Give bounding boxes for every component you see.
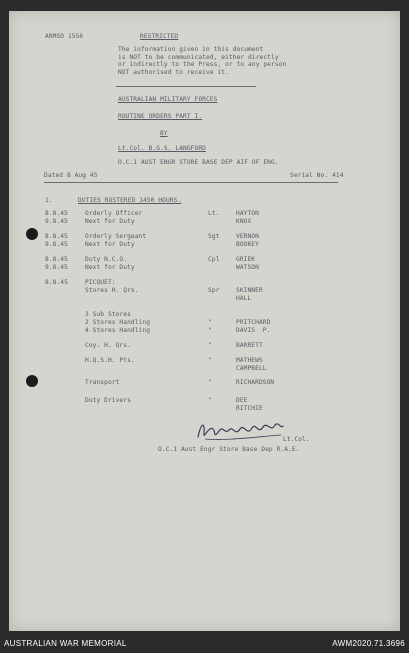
duty-rank: "	[208, 327, 212, 334]
notice-line: The information given in this document	[118, 46, 264, 53]
duty-name: SKINNER	[236, 287, 263, 294]
duty-role: Orderly Sergeant	[85, 233, 147, 240]
duty-name: HAYTON	[236, 210, 259, 217]
duty-name: VERNON	[236, 233, 259, 240]
duty-name: RICHARDSON	[236, 379, 275, 386]
notice-line: is NOT to be communicated, either directly	[118, 53, 279, 61]
duty-rank: Sgt	[208, 233, 220, 240]
duty-name: DEE	[236, 397, 248, 404]
duty-name: PRITCHARD	[236, 319, 271, 326]
handwritten-signature	[195, 415, 285, 445]
archive-name: AUSTRALIAN WAR MEMORIAL	[4, 639, 127, 648]
punch-hole	[26, 228, 38, 240]
duty-role: 3 Sub Stores	[85, 311, 131, 318]
signature-unit: O.C.1 Aust Engr Store Base Dep R.A.E.	[158, 446, 300, 453]
duty-role: PICQUET:	[85, 279, 116, 286]
duty-role: Next for Duty	[85, 241, 135, 248]
archive-footer	[0, 635, 409, 653]
duty-role: Transport	[85, 379, 120, 386]
duty-name: WATSON	[236, 264, 259, 271]
serial-number: Serial No. 414	[290, 172, 344, 179]
document-page	[9, 11, 400, 631]
duty-name: CAMPBELL	[236, 365, 267, 372]
notice-line: or indirectly to the Press, or to any person	[118, 61, 287, 69]
accession-number: AWM2020.71.3696	[332, 639, 405, 648]
duty-role: 4 Stores Handling	[85, 327, 151, 334]
divider	[44, 182, 338, 183]
duty-role: 2 Stores Handling	[85, 319, 151, 326]
duty-name: KNOX	[236, 218, 252, 225]
duty-role: Next for Duty	[85, 218, 135, 225]
duty-name: HALL	[236, 295, 252, 302]
classification-heading: RESTRICTED	[140, 33, 179, 40]
section-number: 1.	[45, 197, 53, 204]
duty-name: MATHEWS	[236, 357, 263, 364]
duty-rank: "	[208, 319, 212, 326]
duty-name: BARRETT	[236, 342, 263, 349]
duty-date: 9.8.45	[45, 218, 68, 225]
duty-name: GRIEK	[236, 256, 256, 263]
duty-date: 9.8.45	[45, 264, 68, 271]
duty-date: 8.8.45	[45, 279, 68, 286]
duty-rank: Spr	[208, 287, 220, 294]
routine-orders-heading: ROUTINE ORDERS PART I.	[118, 113, 203, 120]
dated-line: Dated 8 Aug 45	[44, 172, 98, 179]
punch-hole	[26, 375, 38, 387]
signature-rank: Lt.Col.	[283, 436, 310, 443]
duty-role: Duty N.C.O.	[85, 256, 128, 263]
duty-date: 8.8.45	[45, 233, 68, 240]
duty-rank: Lt.	[208, 210, 220, 217]
duty-role: Stores H. Qrs.	[85, 287, 139, 294]
duty-date: 9.8.45	[45, 241, 68, 248]
notice-line: NOT authorised to receive it.	[118, 68, 229, 76]
duty-role: Orderly Officer	[85, 210, 143, 217]
duty-date: 8.8.45	[45, 256, 68, 263]
duty-role: Next for Duty	[85, 264, 135, 271]
duty-rank: Cpl	[208, 256, 220, 263]
duty-role: Duty Drivers	[85, 397, 131, 404]
divider	[116, 86, 256, 87]
duty-rank: "	[208, 357, 212, 364]
unit-name: O.C.1 AUST ENGR STORE BASE DEP AIF OF ENG.	[118, 159, 279, 166]
duty-role: Coy. H. Qrs.	[85, 342, 131, 349]
duty-name: RITCHIE	[236, 405, 263, 412]
orders-title: AUSTRALIAN MILITARY FORCES	[118, 96, 218, 103]
duty-rank: "	[208, 397, 212, 404]
duty-rank: "	[208, 379, 212, 386]
duty-name: DAVIS P.	[236, 327, 271, 334]
duty-rank: "	[208, 342, 212, 349]
duty-date: 8.8.45	[45, 210, 68, 217]
by-label: BY	[160, 130, 168, 137]
commander-name: Lt.Col. B.G.S. LANGFORD	[118, 145, 206, 152]
section-title: DUTIES ROSTERED 1450 HOURS.	[78, 197, 182, 204]
duty-role: H.Q.S.H. Pts.	[85, 357, 135, 364]
duty-name: BOOKEY	[236, 241, 259, 248]
document-reference: ARMSO 1556	[45, 33, 84, 40]
